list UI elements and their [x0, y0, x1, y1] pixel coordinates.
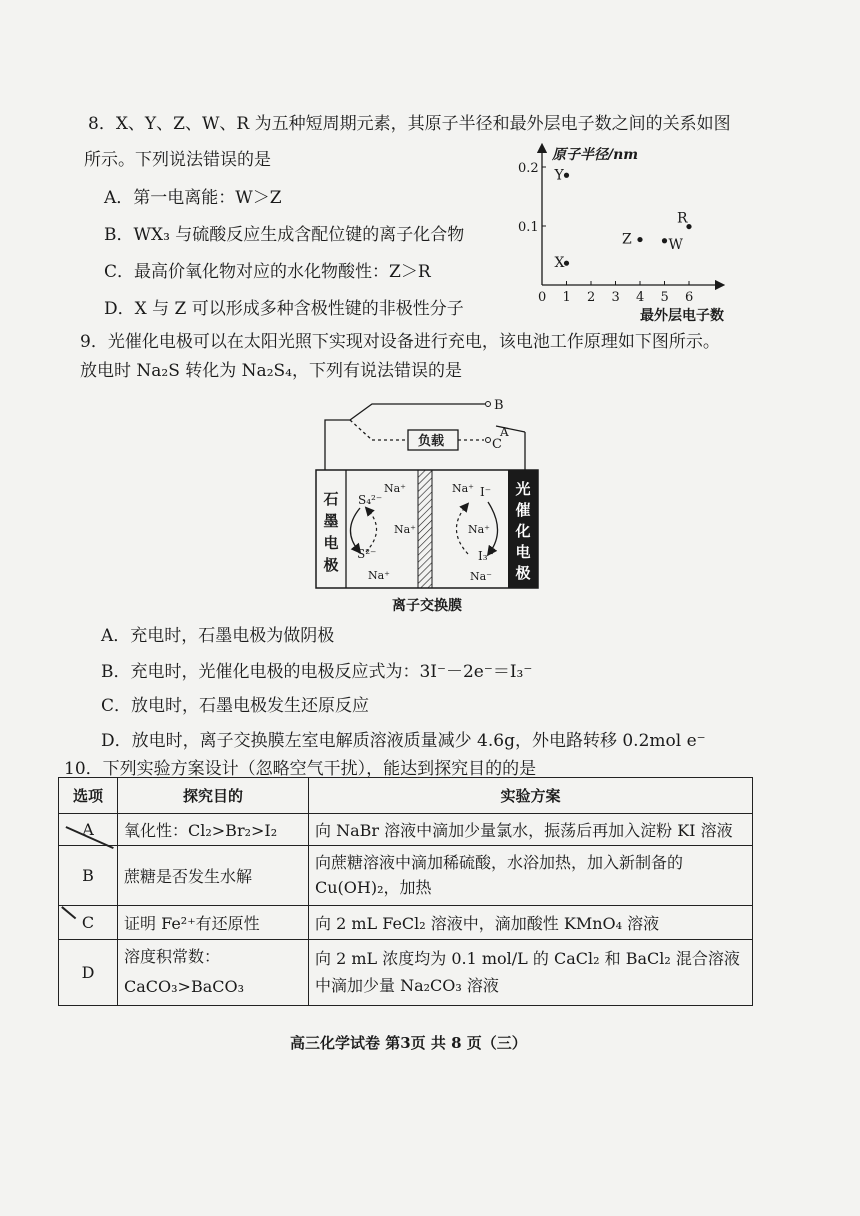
- membrane-label: 离子交换膜: [392, 598, 462, 614]
- photo-electrode-label: 光催化电极: [515, 480, 531, 582]
- x-tick-label: 4: [636, 290, 645, 305]
- q9-stem-line1: 9．光催化电极可以在太阳光照下实现对设备进行充电，该电池工作原理如下图所示。: [80, 332, 720, 352]
- page-footer: 高三化学试卷 第3页 共 8 页（三）: [290, 1034, 527, 1052]
- point-x: [564, 261, 569, 266]
- row-c-option: C: [59, 906, 118, 940]
- left-na-bottom: Na⁺: [368, 569, 390, 582]
- row-b-plan: 向蔗糖溶液中滴加稀硫酸，水浴加热，加入新制备的 Cu(OH)₂，加热: [309, 846, 753, 906]
- table-row: [59, 940, 753, 1006]
- point-y: [564, 173, 569, 178]
- left-s4: S₄²⁻: [358, 493, 383, 507]
- row-a-goal: 氧化性：Cl₂>Br₂>I₂: [118, 814, 309, 846]
- x-tick-label: 2: [587, 290, 596, 305]
- point-label-x: X: [554, 255, 565, 272]
- row-d-goal: 溶度积常数：CaCO₃>BaCO₃: [118, 940, 309, 1006]
- header-plan: 实验方案: [309, 778, 753, 814]
- x-tick-label: 6: [685, 290, 694, 305]
- x-tick-label: 1: [562, 290, 571, 305]
- y-tick-label: 0.1: [518, 220, 539, 235]
- q8-option-a: A．第一电离能：W＞Z: [104, 188, 282, 208]
- load-label: 负载: [418, 434, 445, 449]
- row-d-option: D: [59, 940, 118, 1006]
- point-w: [662, 238, 667, 243]
- row-d-plan: 向 2 mL 浓度均为 0.1 mol/L 的 CaCl₂ 和 BaCl₂ 混合溶液中滴加少量 Na₂CO₃ 溶液: [309, 940, 753, 1006]
- switch-a-label: A: [500, 425, 509, 439]
- table-row: [59, 906, 753, 940]
- q9-option-c: C．放电时，石墨电极发生还原反应: [101, 696, 370, 716]
- q9-option-a: A．充电时，石墨电极为做阴极: [101, 626, 335, 646]
- q8-option-d: D．X 与 Z 可以形成多种含极性键的非极性分子: [104, 299, 464, 319]
- table-row: [59, 814, 753, 846]
- switch-c-label: C: [492, 437, 502, 452]
- q9-option-d: D．放电时，离子交换膜左室电解质溶液质量减少 4.6g，外电路转移 0.2mol e⁻: [101, 731, 706, 751]
- switch-b-label: B: [494, 398, 504, 413]
- x-tick-label: 3: [611, 290, 620, 305]
- x-tick-label: 0: [538, 290, 547, 305]
- right-i: I⁻: [480, 485, 492, 499]
- row-b-option: B: [59, 846, 118, 906]
- left-s2: S²⁻: [357, 547, 377, 561]
- q9-battery-diagram: [300, 390, 550, 620]
- point-label-w: W: [668, 236, 683, 253]
- q8-stem-line1: 8．X、Y、Z、W、R 为五种短周期元素，其原子半径和最外层电子数之间的关系如图: [88, 114, 731, 134]
- right-na-bottom: Na⁻: [470, 570, 492, 583]
- y-tick-label: 0.2: [518, 161, 539, 176]
- x-axis-label: 最外层电子数: [640, 308, 724, 324]
- y-axis-label: 原子半径/nm: [552, 147, 639, 163]
- left-na-mid: Na⁺: [394, 523, 416, 536]
- q10-stem: 10．下列实验方案设计（忽略空气干扰），能达到探究目的的是: [64, 759, 537, 779]
- row-c-plan: 向 2 mL FeCl₂ 溶液中，滴加酸性 KMnO₄ 溶液: [309, 906, 753, 940]
- q9-option-b: B．充电时，光催化电极的电极反应式为：3I⁻－2e⁻＝I₃⁻: [101, 662, 533, 682]
- q8-scatter-chart: [510, 140, 750, 325]
- point-label-y: Y: [554, 167, 564, 184]
- row-c-goal: 证明 Fe²⁺有还原性: [118, 906, 309, 940]
- point-z: [637, 237, 642, 242]
- row-b-goal: 蔗糖是否发生水解: [118, 846, 309, 906]
- header-option: 选项: [59, 778, 118, 814]
- row-a-plan: 向 NaBr 溶液中滴加少量氯水，振荡后再加入淀粉 KI 溶液: [309, 814, 753, 846]
- left-na-top: Na⁺: [384, 482, 406, 495]
- q8-option-c: C．最高价氧化物对应的水化物酸性：Z＞R: [104, 262, 431, 282]
- experiment-table: [58, 777, 753, 1006]
- q8-option-b: B．WX₃ 与硫酸反应生成含配位键的离子化合物: [104, 225, 465, 245]
- right-na-top: Na⁺: [452, 482, 474, 495]
- graphite-electrode-label: 石墨电极: [323, 490, 339, 574]
- ion-exchange-membrane: [418, 470, 432, 588]
- right-i3: I₃⁻: [478, 549, 494, 563]
- q9-stem-line2: 放电时 Na₂S 转化为 Na₂S₄，下列有说法错误的是: [80, 361, 462, 381]
- point-label-r: R: [677, 210, 688, 227]
- right-na-mid: Na⁺: [468, 523, 490, 536]
- table-header-row: [59, 778, 753, 814]
- row-a-option: A: [59, 814, 118, 846]
- header-goal: 探究目的: [118, 778, 309, 814]
- point-label-z: Z: [622, 231, 632, 248]
- q8-stem-line2: 所示。下列说法错误的是: [84, 150, 271, 170]
- table-row: [59, 846, 753, 906]
- x-tick-label: 5: [660, 290, 669, 305]
